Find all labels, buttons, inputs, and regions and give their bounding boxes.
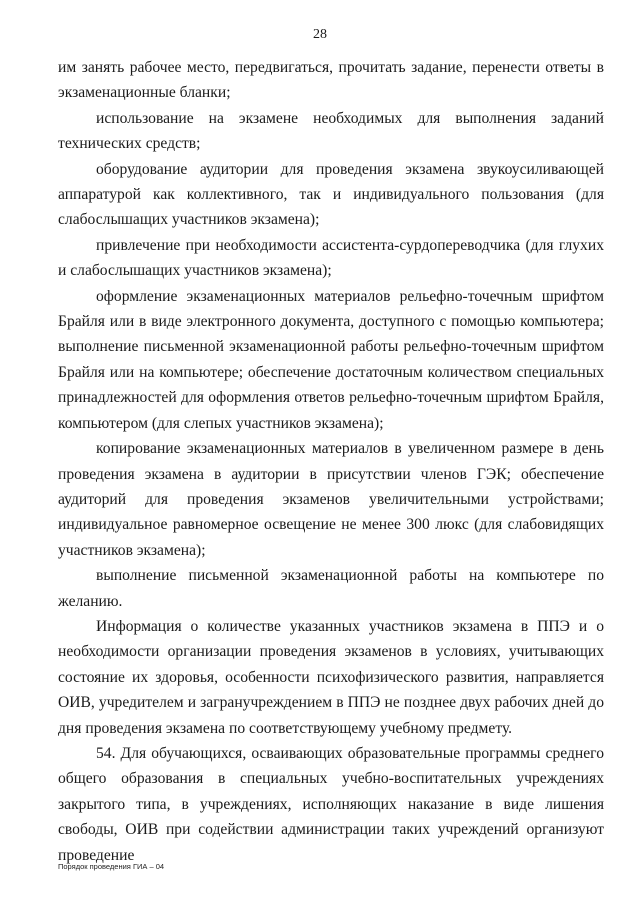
- paragraph-item-54: 54. Для обучающихся, осваивающих образовательные программы среднего общего образования в специальных учебно-воспитательных учреждениях закрытого типа, в учреждениях, исполняющих наказание в виде лишения свободы, ОИВ при содействии администрации таких учреждений организуют проведение: [58, 744, 604, 864]
- paragraph-sign-interpreter: привлечение при необходимости ассистента-сурдопереводчика (для глухих и слабослышащих участников экзамена);: [58, 236, 604, 280]
- paragraph-information: Информация о количестве указанных участников экзамена в ППЭ и о необходимости организации проведения экзаменов в условиях, учитывающих состояние их здоровья, особенности психофизического развития, направляется ОИВ, учредителем и загранучреждением в ППЭ не позднее двух рабочих дней до дня проведения экзамена по соответствующему учебному предмету.: [58, 617, 604, 737]
- page-number: 28: [313, 27, 327, 42]
- paragraph-continuation: им занять рабочее место, передвигаться, прочитать задание, перенести ответы в экзаменационные бланки;: [58, 59, 604, 102]
- paragraph-computer: выполнение письменной экзаменационной работы на компьютере по желанию.: [58, 567, 604, 610]
- paragraph-technical-means: использование на экзамене необходимых для выполнения заданий технических средств;: [58, 109, 604, 153]
- paragraph-sound-equipment: оборудование аудитории для проведения экзамена звукоусиливающей аппаратурой как коллективного, так и индивидуального пользования (для слабослышащих участников экзамена);: [58, 160, 604, 229]
- paragraph-braille: оформление экзаменационных материалов рельефно-точечным шрифтом Брайля или в виде электронного документа, доступного с помощью компьютера; выполнение письменной экзаменационной работы рельефно-точечным шрифтом Брайля или на компьютере; обеспечение достаточным количеством специальных принадлежностей для оформления ответов рельефно-точечным шрифтом Брайля, компьютером (для слепых участников экзамена);: [58, 287, 604, 432]
- footer-note: Порядок проведения ГИА – 04: [58, 862, 165, 871]
- paragraph-enlarged-materials: копирование экзаменационных материалов в увеличенном размере в день проведения экзамена в аудитории в присутствии членов ГЭК; обеспечение аудиторий для проведения экзаменов увеличительными устройствами; индивидуальное равномерное освещение не менее 300 люкс (для слабовидящих участников экзамена);: [58, 440, 604, 559]
- document-body: [58, 55, 604, 868]
